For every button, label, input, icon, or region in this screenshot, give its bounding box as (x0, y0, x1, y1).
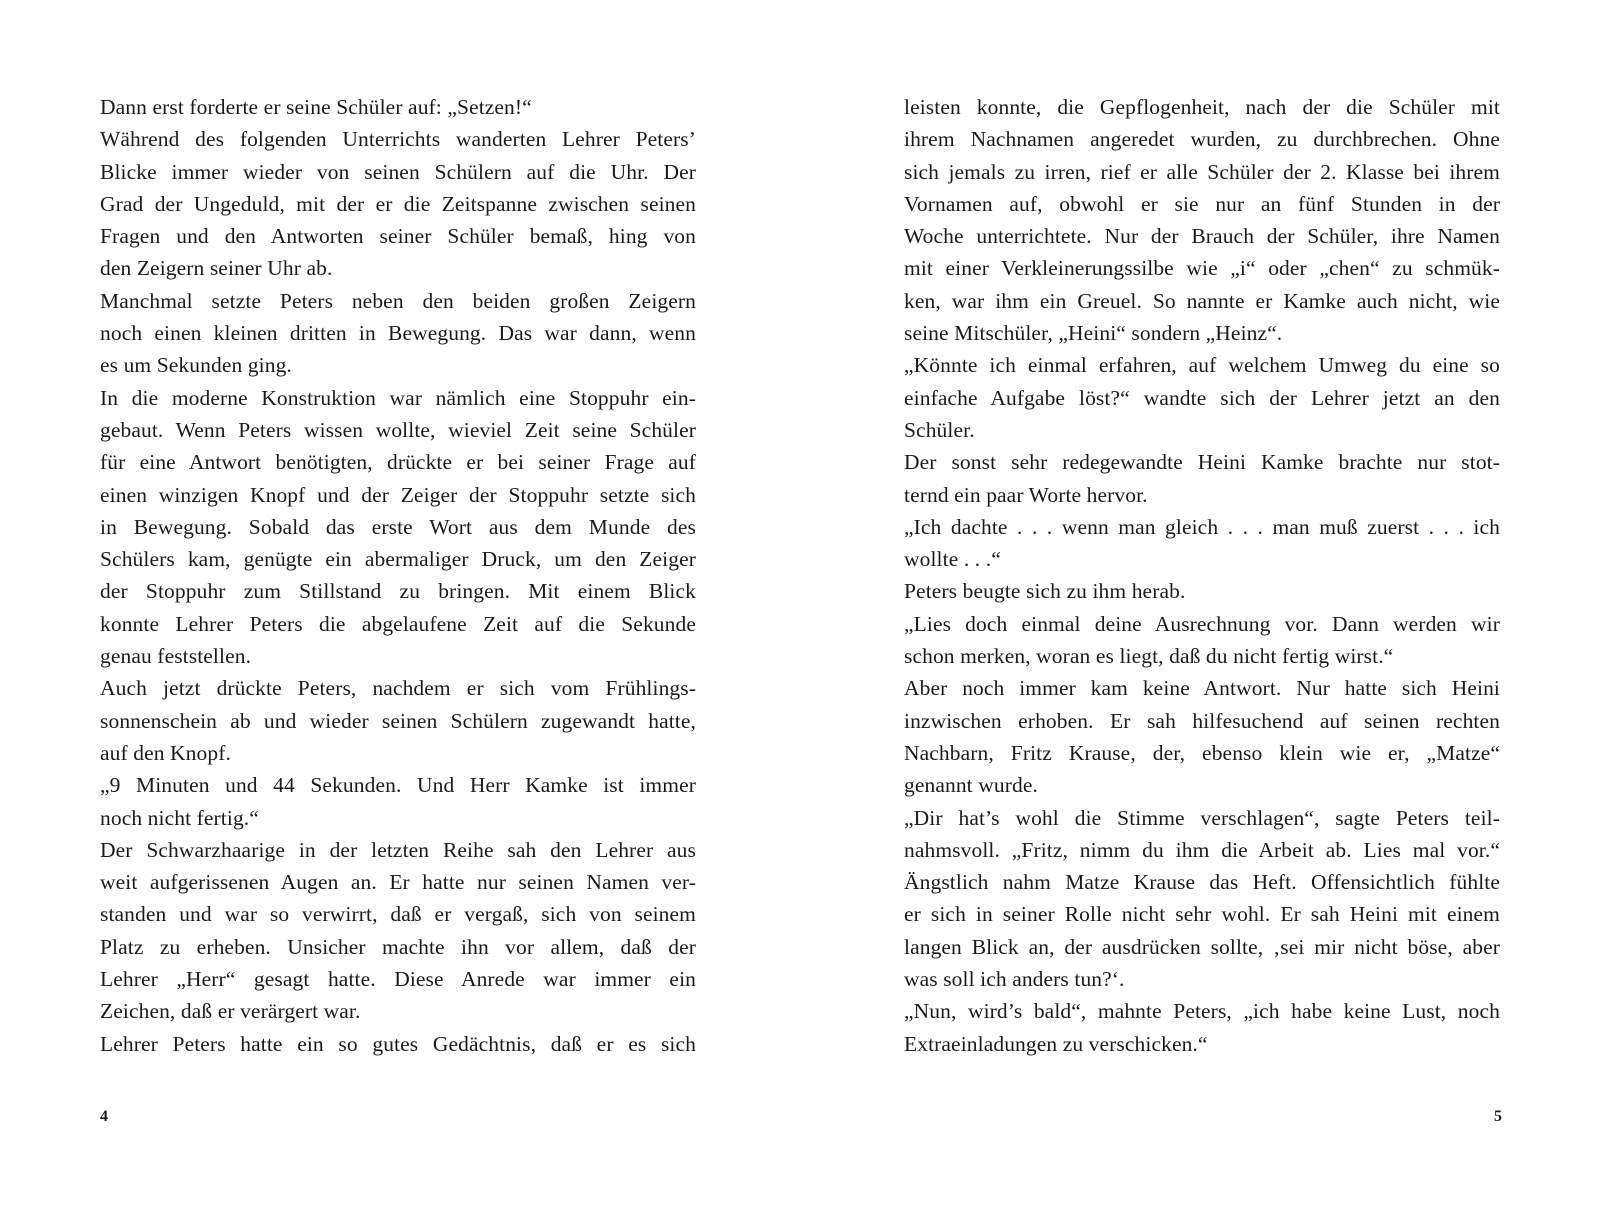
text-line: Der Schwarzhaarige in der letzten Reihe sah den Lehrer aus (100, 837, 696, 862)
text-line: was soll ich anders tun?‘. (904, 967, 1125, 992)
text-line: Dann erst forderte er seine Schüler auf: „Setzen!“ (100, 95, 532, 119)
text-line: für eine Antwort benötigten, drückte er bei seiner Frage auf (100, 450, 696, 475)
right-page-number: 5 (1494, 1108, 1502, 1125)
text-line: ternd ein paar Worte hervor. (904, 482, 1148, 507)
text-line: Aber noch immer kam keine Antwort. Nur hatte sich Heini (904, 676, 1500, 701)
text-line: nahmsvoll. „Fritz, nimm du ihm die Arbeit ab. Lies mal vor.“ (904, 837, 1500, 862)
text-line: leisten konnte, die Gepflogenheit, nach der die Schüler mit (904, 95, 1500, 119)
text-line: In die moderne Konstruktion war nämlich eine Stoppuhr ein- (100, 385, 696, 410)
text-line: mit einer Verkleinerungssilbe wie „i“ oder „chen“ zu schmük- (904, 256, 1500, 281)
text-line: sich jemals zu irren, rief er alle Schüler der 2. Klasse bei ihrem (904, 159, 1500, 184)
text-line: Schülers kam, genügte ein abermaliger Druck, um den Zeiger (100, 547, 696, 572)
text-line: einen winzigen Knopf und der Zeiger der Stoppuhr setzte sich (100, 482, 696, 507)
text-line: Peters beugte sich zu ihm herab. (904, 579, 1186, 604)
text-line: sonnenschein ab und wieder seinen Schülern zugewandt hatte, (100, 708, 696, 733)
text-line: ihrem Nachnamen angeredet wurden, zu durchbrechen. Ohne (904, 127, 1500, 152)
text-line: „Könnte ich einmal erfahren, auf welchem Umweg du eine so (904, 353, 1500, 378)
text-line: Fragen und den Antworten seiner Schüler bemaß, hing von (100, 224, 696, 249)
text-line: Grad der Ungeduld, mit der er die Zeitspanne zwischen seinen (100, 191, 696, 216)
text-line: er sich in seiner Rolle nicht sehr wohl. Er sah Heini mit einem (904, 902, 1500, 927)
text-line: konnte Lehrer Peters die abgelaufene Zeit auf die Sekunde (100, 611, 696, 636)
text-line: weit aufgerissenen Augen an. Er hatte nur seinen Namen ver- (100, 870, 696, 895)
text-line: genau feststellen. (100, 644, 252, 669)
text-line: auf den Knopf. (100, 740, 231, 765)
text-line: Auch jetzt drückte Peters, nachdem er sich vom Frühlings- (100, 676, 696, 701)
text-line: Ängstlich nahm Matze Krause das Heft. Offensichtlich fühlte (904, 870, 1500, 895)
text-line: Nachbarn, Fritz Krause, der, ebenso klein wie er, „Matze“ (904, 740, 1500, 765)
text-line: Zeichen, daß er verärgert war. (100, 999, 361, 1024)
text-line: in Bewegung. Sobald das erste Wort aus dem Munde des (100, 514, 696, 539)
text-line: Platz zu erheben. Unsicher machte ihn vor allem, daß der (100, 934, 696, 959)
text-line: schon merken, woran es liegt, daß du nicht fertig wirst.“ (904, 644, 1394, 669)
text-line: Schüler. (904, 417, 975, 442)
text-line: der Stoppuhr zum Stillstand zu bringen. Mit einem Blick (100, 579, 696, 604)
text-line: langen Blick an, der ausdrücken sollte, ‚sei mir nicht böse, aber (904, 934, 1500, 959)
text-line: „Lies doch einmal deine Ausrechnung vor. Dann werden wir (904, 611, 1500, 636)
text-line: gebaut. Wenn Peters wissen wollte, wieviel Zeit seine Schüler (100, 417, 696, 442)
text-line: „Nun, wird’s bald“, mahnte Peters, „ich habe keine Lust, noch (904, 999, 1500, 1024)
left-page-text (100, 91, 696, 1060)
text-line: noch einen kleinen dritten in Bewegung. Das war dann, wenn (100, 321, 696, 346)
text-line: einfache Aufgabe löst?“ wandte sich der Lehrer jetzt an den (904, 385, 1500, 410)
text-line: seine Mitschüler, „Heini“ sondern „Heinz“. (904, 321, 1283, 346)
text-line: Während des folgenden Unterrichts wanderten Lehrer Peters’ (100, 127, 696, 152)
left-page-number: 4 (100, 1108, 108, 1125)
right-page-text (904, 91, 1500, 1060)
text-line: „9 Minuten und 44 Sekunden. Und Herr Kamke ist immer (100, 773, 696, 798)
text-line: standen und war so verwirrt, daß er vergaß, sich von seinem (100, 902, 696, 927)
text-line: den Zeigern seiner Uhr ab. (100, 256, 333, 281)
text-line: Manchmal setzte Peters neben den beiden großen Zeigern (100, 288, 696, 313)
text-line: es um Sekunden ging. (100, 353, 292, 378)
text-line: „Ich dachte . . . wenn man gleich . . . man muß zuerst . . . ich (904, 514, 1500, 539)
text-line: Vornamen auf, obwohl er sie nur an fünf Stunden in der (904, 191, 1500, 216)
text-line: genannt wurde. (904, 773, 1038, 798)
text-line: Woche unterrichtete. Nur der Brauch der Schüler, ihre Namen (904, 224, 1500, 249)
text-line: wollte . . .“ (904, 547, 1001, 572)
text-line: „Dir hat’s wohl die Stimme verschlagen“, sagte Peters teil- (904, 805, 1500, 830)
text-line: Extraeinladungen zu verschicken.“ (904, 1031, 1208, 1056)
text-line: Lehrer „Herr“ gesagt hatte. Diese Anrede war immer ein (100, 967, 696, 992)
text-line: Lehrer Peters hatte ein so gutes Gedächtnis, daß er es sich (100, 1031, 696, 1056)
text-line: Blicke immer wieder von seinen Schülern auf die Uhr. Der (100, 159, 696, 184)
text-line: Der sonst sehr redegewandte Heini Kamke brachte nur stot- (904, 450, 1500, 475)
text-line: ken, war ihm ein Greuel. So nannte er Kamke auch nicht, wie (904, 288, 1500, 313)
text-line: inzwischen erhoben. Er sah hilfesuchend auf seinen rechten (904, 708, 1500, 733)
text-line: noch nicht fertig.“ (100, 805, 259, 830)
